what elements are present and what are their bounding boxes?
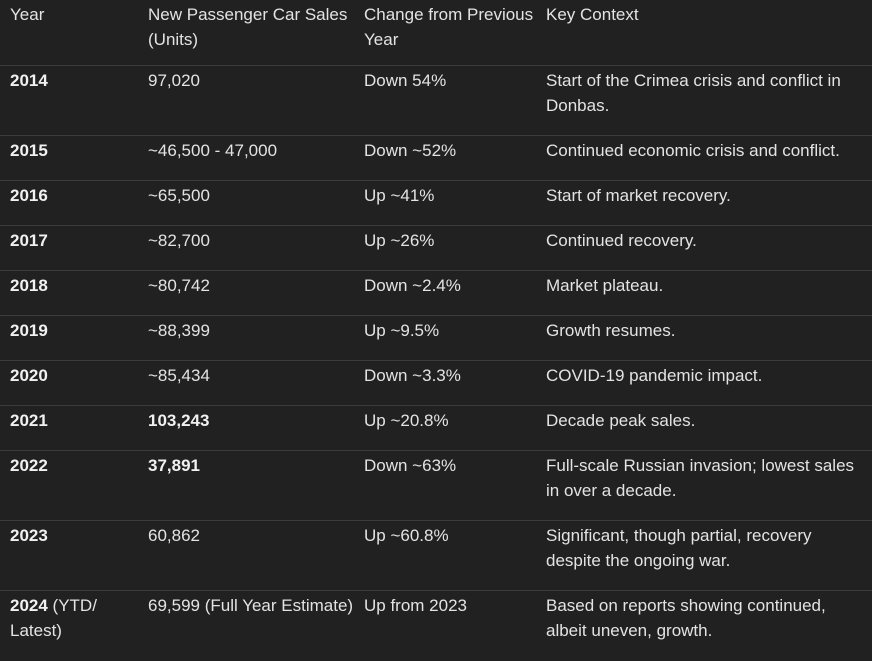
row-year [10,316,140,343]
table-row [0,271,872,316]
row-year-value: 2024 [10,596,48,615]
row-year [10,406,140,433]
row-change: Down ~63% [364,456,457,475]
header-context: Key Context [546,5,639,24]
row-year-value: 2021 [10,411,48,430]
row-year [10,66,140,93]
row-year-value: 2020 [10,366,48,385]
row-year-suffix: (YTD/ Latest) [10,596,97,640]
row-year [10,181,140,208]
row-sales: ~85,434 [148,366,210,385]
header-change: Change from Previous Year [364,5,534,49]
row-year [10,451,140,478]
row-change: Up ~41% [364,186,435,205]
row-change: Down 54% [364,71,447,90]
row-change: Up from 2023 [364,596,467,615]
row-change: Down ~3.3% [364,366,461,385]
row-context: Full-scale Russian invasion; lowest sales in over a decade. [546,456,855,500]
table-row [0,136,872,181]
row-context: Significant, though partial, recovery despite the ongoing war. [546,526,812,570]
table-row [0,451,872,521]
table-row [0,521,872,591]
row-context: Market plateau. [546,276,664,295]
row-year [10,361,140,388]
row-sales: ~46,500 - 47,000 [148,141,278,160]
row-year [10,271,140,298]
row-change: Up ~60.8% [364,526,449,545]
row-change: Up ~26% [364,231,435,250]
row-change: Down ~52% [364,141,457,160]
row-context: Growth resumes. [546,321,676,340]
row-year-value: 2017 [10,231,48,250]
row-year [10,521,140,548]
row-year [10,226,140,253]
row-year [10,136,140,163]
row-sales: 60,862 [148,526,200,545]
row-year-value: 2019 [10,321,48,340]
header-sales: New Passenger Car Sales (Units) [148,5,348,49]
row-context: Start of the Crimea crisis and conflict in Donbas. [546,71,841,115]
row-sales: ~65,500 [148,186,210,205]
table-row [0,226,872,271]
row-context: Continued economic crisis and conflict. [546,141,840,160]
table-row [0,181,872,226]
row-change: Down ~2.4% [364,276,461,295]
row-context: COVID-19 pandemic impact. [546,366,763,385]
row-year-value: 2016 [10,186,48,205]
row-change: Up ~20.8% [364,411,449,430]
table-row [0,406,872,451]
row-year-value: 2015 [10,141,48,160]
row-sales: 37,891 [148,456,200,475]
header-year: Year [10,5,45,24]
row-sales: 103,243 [148,411,210,430]
row-sales: ~88,399 [148,321,210,340]
row-year-value: 2018 [10,276,48,295]
row-year-value: 2014 [10,71,48,90]
table-row [0,66,872,136]
table-row [0,591,872,661]
row-sales: 97,020 [148,71,200,90]
row-context: Decade peak sales. [546,411,696,430]
row-change: Up ~9.5% [364,321,440,340]
row-year-value: 2022 [10,456,48,475]
row-sales: ~80,742 [148,276,210,295]
table-header-row [0,0,872,66]
table-row [0,361,872,406]
row-year [10,591,140,643]
row-sales: 69,599 (Full Year Estimate) [148,596,354,615]
table-row [0,316,872,361]
row-context: Continued recovery. [546,231,697,250]
row-context: Start of market recovery. [546,186,731,205]
row-sales: ~82,700 [148,231,210,250]
row-year-value: 2023 [10,526,48,545]
row-context: Based on reports showing continued, albeit uneven, growth. [546,596,826,640]
